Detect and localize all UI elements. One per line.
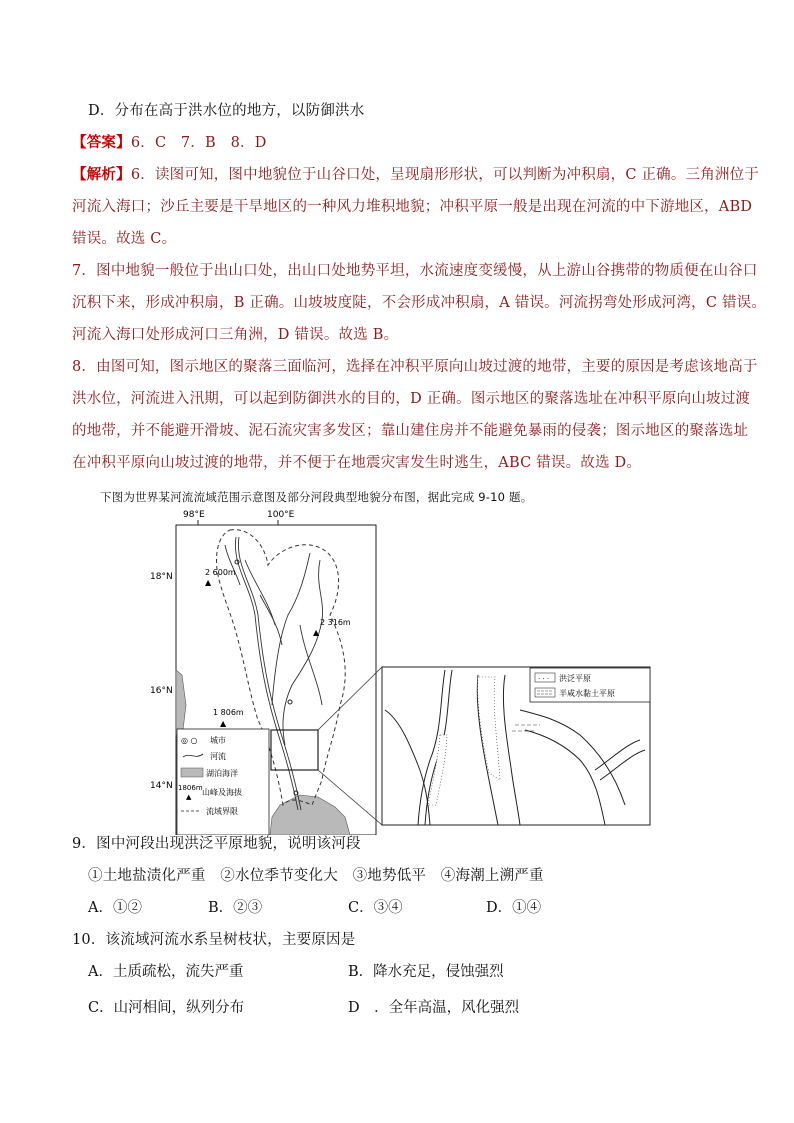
peak-label-1806: 1 806m (213, 708, 244, 717)
q9-option-b[interactable]: B．②③ (208, 900, 263, 916)
q9-choices: ①土地盐渍化严重 ②水位季节变化大 ③地势低平 ④海潮上溯严重 (88, 868, 544, 884)
lat-label-14: 14°N (150, 781, 173, 791)
legend-peak: 山峰及海拔 (202, 788, 242, 797)
legend-boundary: 流域界限 (206, 807, 238, 816)
q10-option-d[interactable]: D ．全年高温，风化强烈 (348, 1000, 520, 1016)
q9-option-c[interactable]: C．③④ (348, 900, 403, 916)
river-basin-map (0, 505, 794, 835)
lon-label-100: 100°E (267, 510, 295, 520)
analysis-q8-line-3: 的地带，并不能避开滑坡、泥石流灾害多发区；靠山建住房并不能避免暴雨的侵袭；图示地区的聚落选址 (72, 423, 749, 439)
city-icon: ◎ ○ (181, 736, 198, 745)
analysis-tag: 【解析】 (72, 166, 131, 183)
peak-icon: ▲ (313, 628, 320, 637)
q9-stem: 9．图中河段出现洪泛平原地貌，说明该河段 (72, 836, 361, 852)
analysis-q6-line-2: 河流入海口；沙丘主要是干旱地区的一种风力堆积地貌；冲积平原一般是出现在河流的中下游地区，ABD (72, 199, 753, 215)
figure-caption: 下图为世界某河流流域范围示意图及部分河段典型地貌分布图，据此完成 9-10 题。 (100, 490, 533, 504)
inset-legend-floodplain: 洪泛平原 (559, 674, 591, 683)
map-legend (177, 729, 269, 835)
analysis-q6-line-3: 错误。故选 C。 (72, 231, 177, 247)
q9-option-a[interactable]: A．①② (88, 900, 142, 916)
analysis-q7-line-3: 河流入海口处形成河口三角洲，D 错误。故选 B。 (72, 327, 399, 343)
legend-peak-value: 1806m (178, 784, 203, 792)
answer-line (72, 133, 267, 153)
peak-icon: ▲ (205, 578, 212, 587)
lon-label-98: 98°E (183, 510, 205, 520)
q5-option-d: D．分布在高于洪水位的地方，以防御洪水 (88, 103, 365, 119)
analysis-q8-line-2: 洪水位，河流进入汛期，可以起到防御洪水的目的，D 正确。图示地区的聚落选址在冲积平原向山坡过渡 (72, 391, 751, 407)
dots-icon: · · · (538, 675, 550, 683)
q9-option-d[interactable]: D．①④ (486, 900, 542, 916)
inset-legend-clay-plain: 半咸水黏土平原 (559, 689, 615, 698)
legend-river: 河流 (210, 752, 226, 761)
peak-icon: ▲ (186, 793, 192, 801)
inset-legend (530, 668, 650, 702)
lat-label-18: 18°N (150, 572, 173, 582)
peak-label-2316: 2 316m (320, 618, 351, 627)
q10-stem: 10．该流域河流水系呈树枝状，主要原因是 (72, 932, 356, 948)
answer-text: 6．C 7．B 8．D (130, 135, 267, 151)
analysis-q7-line-2: 沉积下来，形成冲积扇，B 正确。山坡坡度陡，不会形成冲积扇，A 错误。河流拐弯处形成河湾，C 错误。 (72, 295, 767, 311)
answer-tag: 【答案】 (72, 134, 131, 151)
analysis-q8-line-4: 在冲积平原向山坡过渡的地带，并不便于在地震灾害发生时逃生，ABC 错误。故选 D。 (72, 455, 642, 471)
lat-label-16: 16°N (150, 686, 173, 696)
analysis-q8-line-1: 8．由图可知，图示地区的聚落三面临河，选择在冲积平原向山坡过渡的地带，主要的原因是考虑该地高于 (72, 359, 758, 375)
q10-option-c[interactable]: C．山河相间，纵列分布 (88, 1000, 245, 1016)
peak-label-2600: 2 600m (205, 568, 236, 577)
analysis-q6-line-1: 【解析】6．读图可知，图中地貌位于山谷口处，呈现扇形形状，可以判断为冲积扇，C 正确。三角洲位于 (72, 166, 760, 183)
analysis-q7-line-1: 7．图中地貌一般位于出山口处，出山口处地势平坦，水流速度变缓慢，从上游山谷携带的物质便在山谷口 (72, 263, 758, 279)
q10-option-b[interactable]: B．降水充足，侵蚀强烈 (348, 964, 504, 980)
legend-city: 城市 (210, 736, 226, 745)
peak-icon: ▲ (220, 719, 227, 728)
q10-option-a[interactable]: A．土质疏松，流失严重 (88, 964, 244, 980)
legend-lake-sea: 湖泊海洋 (206, 769, 238, 778)
